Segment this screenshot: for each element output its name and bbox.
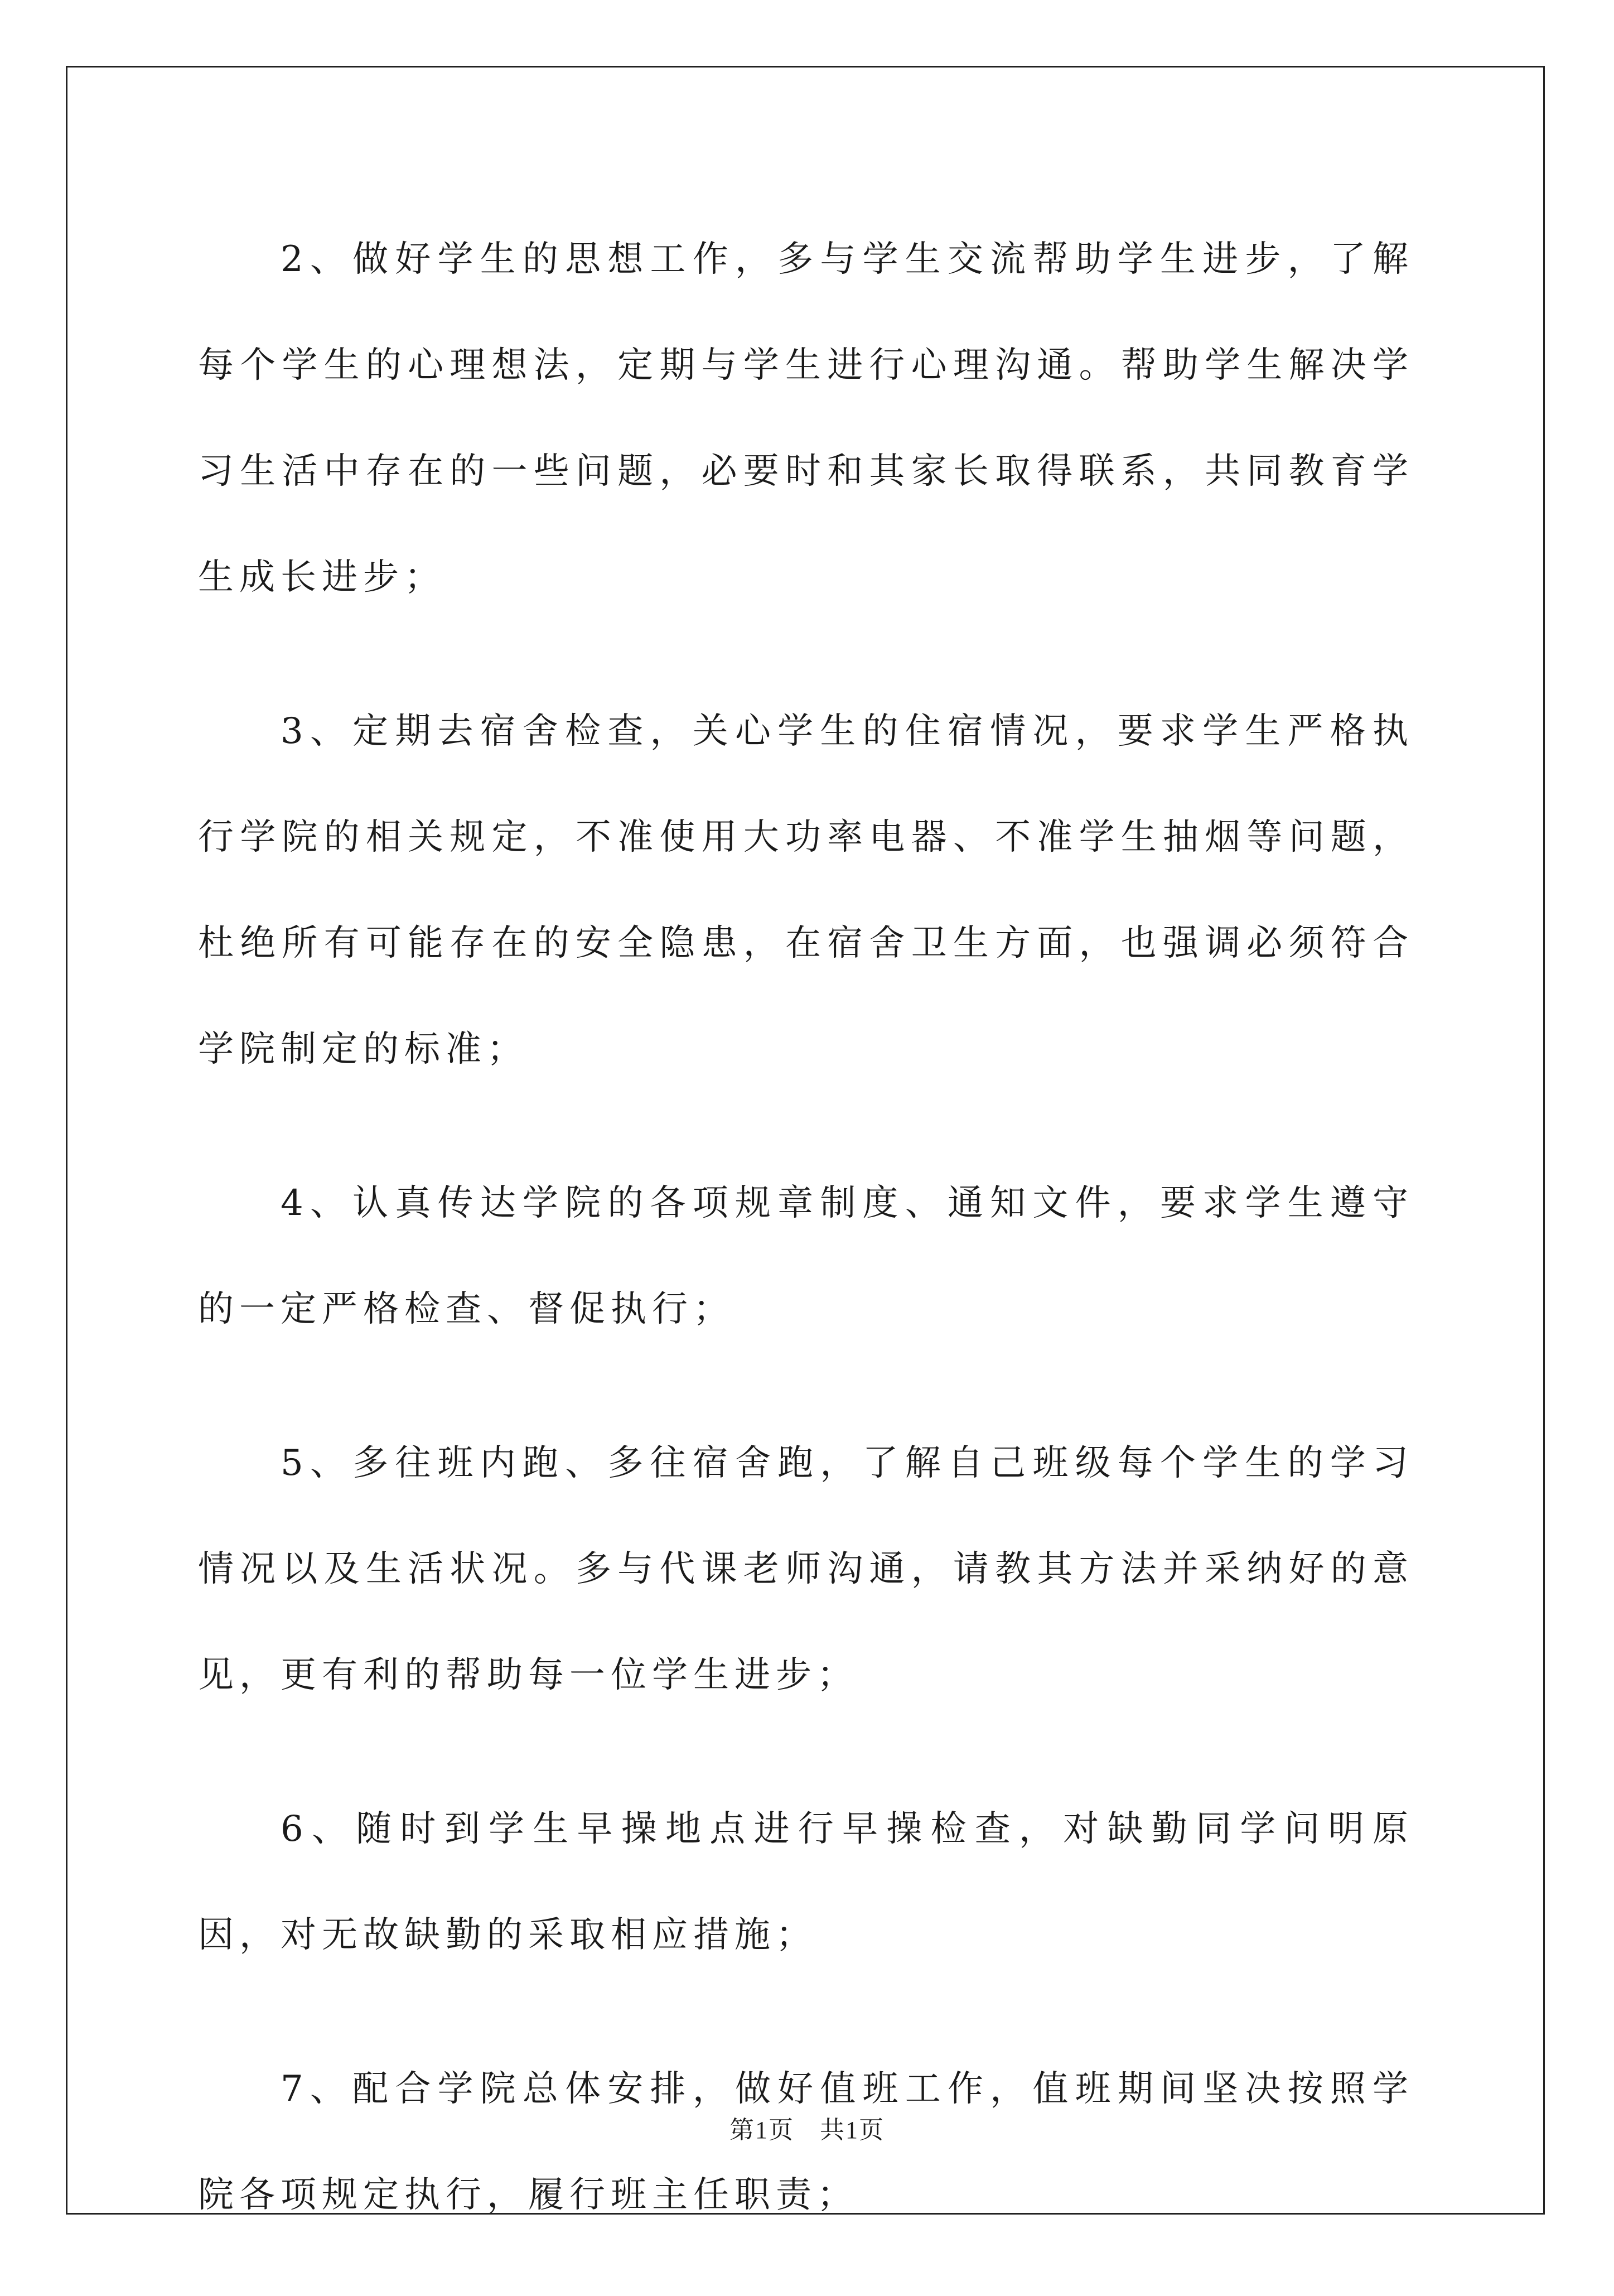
page-footer: 第1页 共1页	[729, 2116, 885, 2144]
paragraph-item-6: 6、随时到学生早操地点进行早操检查，对缺勤同学问明原因，对无故缺勤的采取相应措施；	[198, 1808, 1414, 1956]
document-body	[198, 206, 1414, 2296]
paragraph-item-4: 4、认真传达学院的各项规章制度、通知文件，要求学生遵守的一定严格检查、督促执行；	[198, 1183, 1414, 1330]
paragraph-item-2: 2、做好学生的思想工作，多与学生交流帮助学生进步，了解每个学生的心理想法，定期与学生进行心理沟通。帮助学生解决学习生活中存在的一些问题，必要时和其家长取得联系，共同教育学生成长进步；	[198, 239, 1414, 598]
paragraph-item-3: 3、定期去宿舍检查，关心学生的住宿情况，要求学生严格执行学院的相关规定，不准使用大功率电器、不准学生抽烟等问题，杜绝所有可能存在的安全隐患，在宿舍卫生方面，也强调必须符合学院制定的标准；	[198, 711, 1414, 1070]
paragraph-item-5: 5、多往班内跑、多往宿舍跑，了解自己班级每个学生的学习情况以及生活状况。多与代课老师沟通，请教其方法并采纳好的意见，更有利的帮助每一位学生进步；	[198, 1443, 1414, 1696]
paragraph-item-7: 7、配合学院总体安排，做好值班工作，值班期间坚决按照学院各项规定执行，履行班主任职责；	[198, 2068, 1414, 2216]
